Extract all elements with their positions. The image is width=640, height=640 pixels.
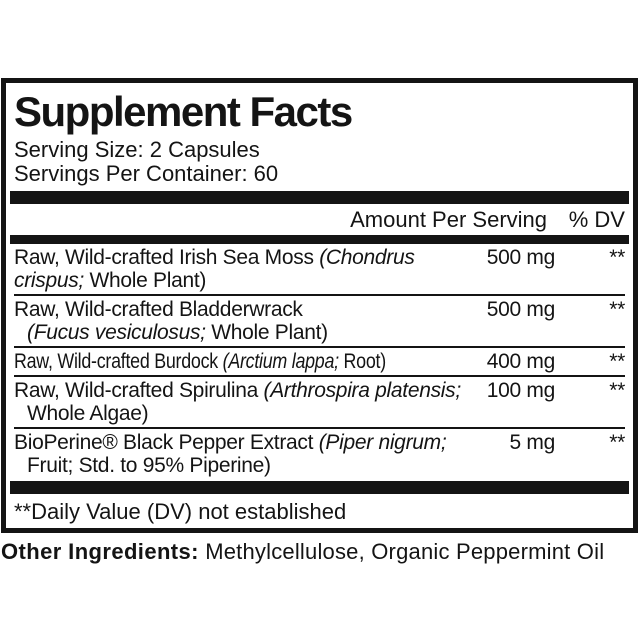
servings-per-container: Servings Per Container: 60 (14, 161, 279, 186)
ingredient-amount: 500 mg (486, 298, 555, 321)
name-segment: Root) (338, 350, 386, 373)
ingredient-amount: 5 mg (509, 431, 555, 454)
latin-name-segment: (Fucus vesiculosus; (27, 321, 206, 344)
other-ingredients-line (1, 539, 604, 564)
ingredient-row (14, 377, 625, 429)
ingredient-name (14, 246, 440, 292)
ingredient-name-line (14, 379, 461, 402)
name-segment: Raw, Wild-crafted Irish Sea Moss (14, 246, 320, 269)
divider-bar-under-header (10, 235, 629, 244)
latin-name-segment: (Chondrus (319, 246, 415, 269)
serving-info (14, 138, 625, 186)
name-segment: BioPerine® Black Pepper Extract (14, 431, 319, 454)
panel-title: Supplement Facts (14, 88, 352, 135)
ingredient-dv: ** (609, 379, 625, 402)
ingredient-amount: 400 mg (486, 350, 555, 373)
latin-name-segment: (Piper nigrum; (318, 431, 447, 454)
divider-bar-above-footnote (10, 481, 629, 494)
name-segment: Whole Algae) (27, 402, 149, 425)
ingredient-row (14, 296, 625, 348)
name-segment: Fruit; Std. to 95% Piperine) (27, 454, 271, 477)
ingredient-amount: 100 mg (486, 379, 555, 402)
ingredient-name (14, 350, 440, 373)
ingredient-name-line (14, 402, 440, 425)
other-ingredients-text: Methylcellulose, Organic Peppermint Oil (198, 539, 605, 564)
ingredient-dv: ** (609, 298, 625, 321)
ingredient-name (14, 431, 447, 477)
ingredient-row (14, 244, 625, 296)
divider-bar-thick-top (10, 191, 629, 204)
name-segment: Whole Plant) (83, 269, 207, 292)
serving-size: Serving Size: 2 Capsules (14, 137, 260, 162)
name-segment: Raw, Wild-crafted Spirulina (14, 379, 264, 402)
ingredient-name-line (14, 431, 447, 454)
name-segment: Raw, Wild-crafted Bladderwrack (14, 298, 303, 321)
ingredient-name-line (14, 321, 440, 344)
name-segment: Raw, Wild-crafted Burdock (14, 350, 223, 373)
percent-dv-header: % DV (568, 207, 625, 232)
ingredient-dv: ** (609, 431, 625, 454)
ingredient-row (14, 348, 625, 377)
ingredient-name (14, 298, 440, 344)
ingredient-amount: 500 mg (486, 246, 555, 269)
ingredient-row (14, 429, 625, 479)
column-header-row (14, 204, 625, 235)
ingredient-name-line (14, 454, 440, 477)
ingredient-name (14, 379, 461, 425)
ingredient-name-line (14, 350, 386, 373)
ingredient-name-line (14, 298, 440, 321)
other-ingredients-label: Other Ingredients: (1, 539, 199, 564)
ingredient-dv: ** (609, 246, 625, 269)
supplement-facts-panel (1, 78, 638, 533)
latin-name-segment: (Arctium lappa; (222, 350, 339, 373)
latin-name-segment: crispus; (14, 269, 84, 292)
amount-per-serving-header: Amount Per Serving (350, 207, 547, 232)
name-segment: Whole Plant) (205, 321, 328, 344)
daily-value-footnote: **Daily Value (DV) not established (14, 499, 347, 524)
ingredient-name-line (14, 246, 440, 269)
ingredient-rows (14, 244, 625, 479)
ingredient-name-line (14, 269, 440, 292)
ingredient-dv: ** (609, 350, 625, 373)
latin-name-segment: (Arthrospira platensis; (263, 379, 461, 402)
